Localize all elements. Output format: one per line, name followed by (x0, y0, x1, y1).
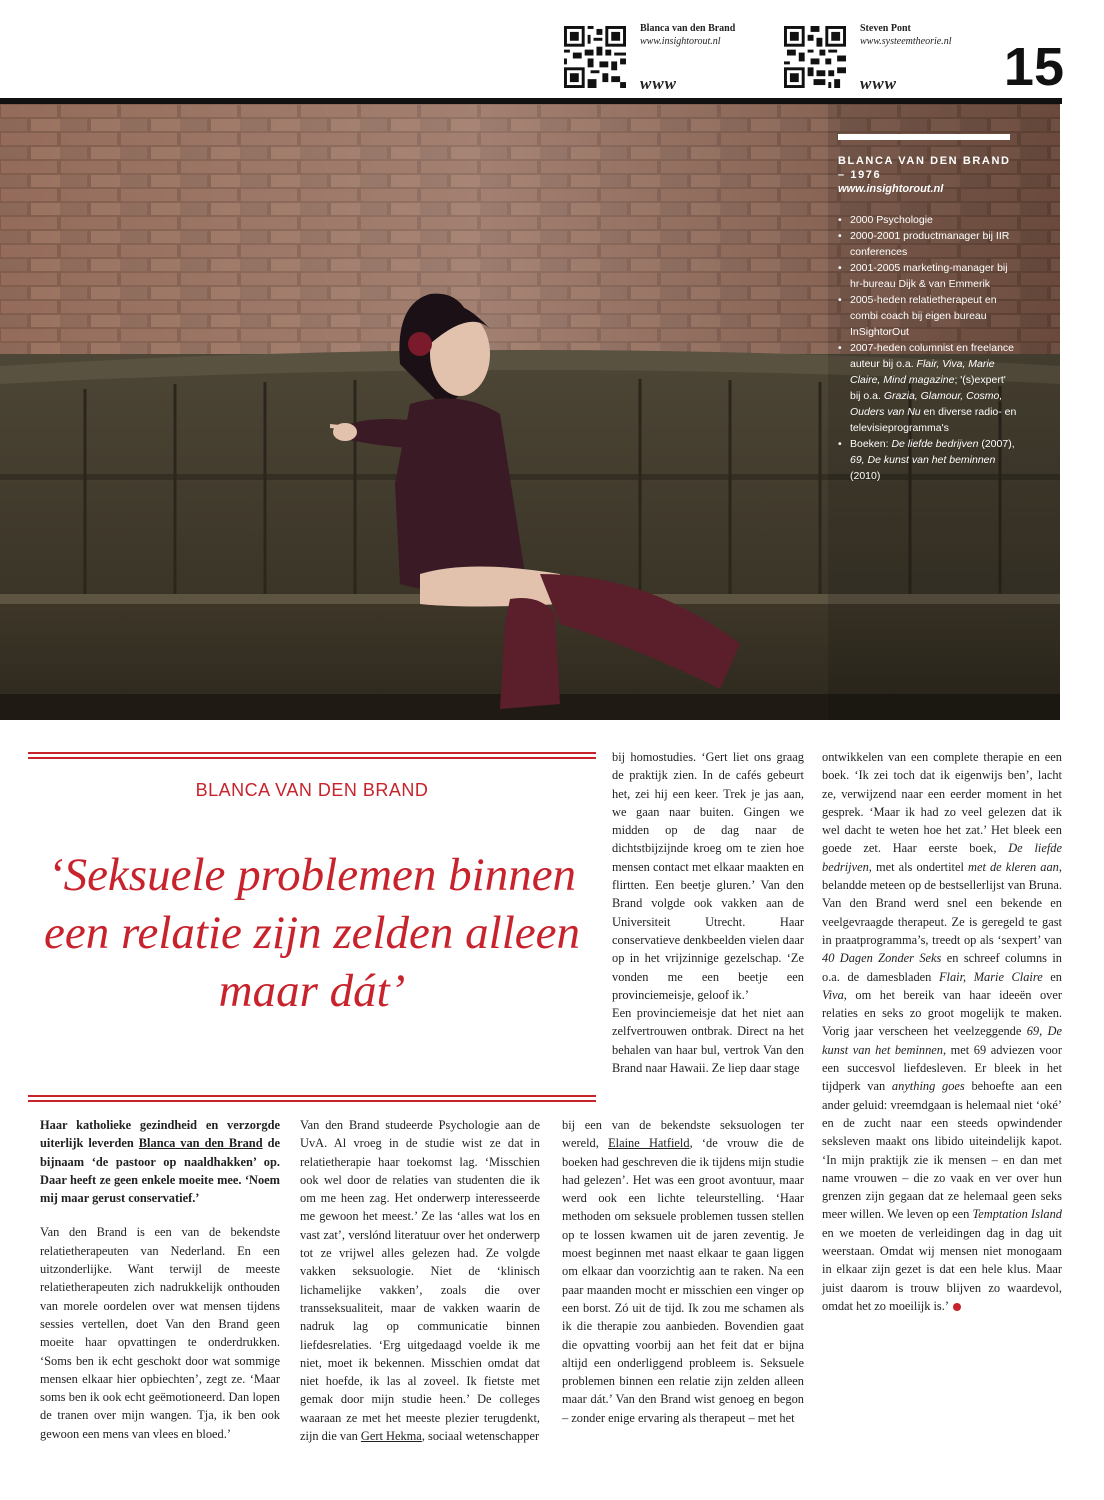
column-4 (822, 748, 1062, 1315)
paragraph (822, 748, 1062, 1315)
list-item: • 2000 Psychologie (838, 212, 1018, 228)
body-italic: anything goes (891, 1079, 965, 1094)
paragraph: bij homostudies. ‘Gert liet ons graag de praktijk zien. In de cafés gebeurt het, zei hij een keer. Trek je jas aan, we gaan naar buiten. Gingen we midden op de dag naar de dichtstbijzijnde kroeg om te zien hoe mensen contact met elkaar maakten en flirtten. Een beetje gluren.’ Van den Brand volgde ook vakken aan de Universiteit Utrecht. Haar conservatieve denkbeelden vielen daar op in het vrijzinnige gezelschap. ‘Ze vonden me een beetje een provinciemeisje, geloof ik.’ (612, 750, 804, 1002)
red-rule (28, 757, 596, 759)
bio-text: (2007), (978, 438, 1015, 450)
list-item: • 2005-heden relatietherapeut en combi coach bij eigen bureau InSightorOut (838, 292, 1018, 340)
paragraph: Een provinciemeisje dat het niet aan zelfvertrouwen ontbrak. Direct na het behalen van haar bul, vertrok Van den Brand naar Hawaii. Ze liep daar stage (612, 1006, 804, 1076)
bio-name: BLANCA VAN DEN BRAND – 1976 (838, 155, 1011, 181)
page-number: 15 (1003, 37, 1064, 97)
qr-code-icon (564, 26, 626, 88)
qr-url[interactable]: www.insightorout.nl (640, 36, 721, 47)
red-rule (28, 1100, 596, 1102)
body-italic: 69, De kunst van het beminnen (822, 1024, 1062, 1057)
qr-label-steven (860, 22, 951, 48)
red-rule (28, 752, 596, 754)
www-label[interactable]: www (640, 74, 678, 93)
bio-italic: Flair, Viva, Marie Claire, Mind magazine (850, 358, 995, 386)
bio-italic: 69, De kunst van het beminnen (850, 454, 996, 466)
qr-name: Steven Pont (860, 23, 911, 34)
body-italic: met de kleren aan (968, 859, 1059, 874)
bio-box (838, 134, 1018, 484)
bio-text: Boeken: (850, 438, 892, 450)
qr-label-blanca (640, 22, 735, 48)
bio-text: 2007-heden columnist en freelance auteur bij o.a. (850, 342, 1015, 370)
bio-italic: De liefde bedrijven (891, 438, 979, 450)
body-text: en we moeten de verleidingen dag in dag uit weerstaan. Omdat wij mensen niet monogaam in elkaar zijn gezet is dat een hele klus. Maar juist daarom is trouw blijven zo waardevol, omdat het zo moeilijk is.’ (822, 1225, 1062, 1313)
bio-text: ; '(s)expert' bij o.a. (850, 374, 1006, 402)
body-text: en schreef columns in o.a. de damesbladen (822, 951, 1062, 984)
body-text: bij een van de bekendste seksuologen ter wereld, (562, 1118, 804, 1151)
body-text: , met 69 adviezen voor een succesvol liefdesleven. Er bleek in het tijdperk van (822, 1042, 1062, 1094)
qr-url[interactable]: www.systeemtheorie.nl (860, 36, 952, 47)
paragraph: Van den Brand is een van de bekendste relatietherapeuten van Nederland. En een uitzonderlijke. Want terwijl de meeste relatietherapeuten zich nadrukkelijk onthouden van morele oordelen over wat mensen tijdens sessies vertellen, doet Van den Brand geen moeite haar opvattingen te onderdrukken. ‘Soms ben ik echt geschokt door wat sommige mensen elkaar hier opbiechten’, zegt ze. ‘Maar soms ben ik ook echt geëmotioneerd. Dan lopen de tranen over mijn wangen. Tja, ik ben ook gewoon een mens van vlees en bloed.’ (40, 1225, 280, 1441)
bio-text: en diverse radio- en televisieprogramma's (850, 406, 1017, 434)
article-lead (40, 1116, 280, 1207)
list-item: • 2000-2001 productmanager bij IIR conferences (838, 228, 1018, 260)
bio-bar (838, 134, 1010, 140)
bio-text: (2010) (850, 470, 881, 482)
column-3-top (612, 748, 804, 1077)
column-2 (300, 1116, 540, 1445)
lead-text: Haar katholieke gezindheid en verzorgde uiterlijk leverden (40, 1118, 280, 1151)
paragraph (562, 1116, 804, 1427)
red-rule (28, 1095, 596, 1097)
list-item (838, 340, 1018, 436)
body-link[interactable]: Elaine Hatfield (608, 1136, 690, 1151)
article-headline: ‘Seksuele problemen binnen een relatie zijn zelden alleen maar dát’ (44, 849, 580, 1017)
paragraph (300, 1116, 540, 1445)
body-text: Van den Brand studeerde Psychologie aan de UvA. Al vroeg in de studie wist ze dat in relatietherapie haar toekomst lag. ‘Misschien ook wel door de relaties van studenten die ik om me heen zag. Het onderwerp interesseerde me gewoon het meest.’ Ze las ‘alles wat los en vast zat’, verslónd literatuur over het onderwerp tot ze vrijwel alles gelezen had. Ze volgde vakken seksuologie. Niet de ‘klinisch lichamelijke vakken’, zoals die over transseksualiteit, maar de vakken waarin de nadruk lag op communicatie binnen liefdesrelaties. ‘Erg uitgedaagd voelde ik me niet, moet ik bekennen. Misschien omdat dat niet hoefde, ik las al zoveel. Ik fietste met gemak door mijn studie heen.’ De colleges waaraan ze met het meeste plezier terugdenkt, zijn die van (300, 1118, 540, 1444)
body-text: en (1042, 969, 1062, 984)
www-label[interactable]: www (860, 74, 898, 93)
body-text: ontwikkelen van een complete therapie en een boek. ‘Ik zei toch dat ik eigenwijs ben’, lacht ze, verwijzend naar een eerder moment in het gesprek. ‘Maar ik had zo veel gelezen dat ik wel dacht te weten hoe het zat.’ Het bleek een goede zet. Haar eerste boek, (822, 750, 1062, 856)
body-text: , belandde meteen op de bestsellerlijst van Bruna. Van den Brand werd snel een bekende en veelgevraagde therapeut. Ze is geregeld te gast in praatprogramma’s, treedt op als ‘sexpert’ van (822, 859, 1062, 947)
body-text: , om het bereik van haar ideeën over relaties en seks zo groot mogelijk te maken. Vorig jaar verscheen het veelzeggende (822, 987, 1062, 1039)
body-italic: 40 Dagen Zonder Seks (822, 951, 942, 966)
body-text: , sociaal wetenschapper (421, 1429, 540, 1444)
bio-url[interactable]: www.insightorout.nl (838, 183, 944, 195)
qr-code-blanca[interactable] (564, 26, 626, 88)
body-italic: Viva (822, 987, 844, 1002)
lead-text: de bijnaam ‘de pastoor op naaldhakken’ op. Daar heeft ze geen enkele moeite mee. ‘Noem mij maar gerust conservatief.’ (40, 1136, 281, 1206)
body-italic: Temptation Island (972, 1207, 1062, 1222)
list-item: • 2001-2005 marketing-manager bij hr-bureau Dijk & van Emmerik (838, 260, 1018, 292)
body-text: , met als ondertitel (868, 859, 968, 874)
body-italic: Flair, Marie Claire (938, 969, 1043, 984)
column-1 (40, 1116, 280, 1443)
qr-code-icon (784, 26, 846, 88)
list-item (838, 436, 1018, 484)
body-text: , ‘de vrouw die de boeken had geschreven die ik tijdens mijn studie had gelezen’. Het was een groot avontuur, maar werd ook een lichte teleurstelling. ‘Haar methoden om seksuele problemen tussen stellen op te lossen kwamen uit de jaren zeventig. Je moest beginnen met naast elkaar te gaan liggen om elkaar dan voorzichtig aan te raken. Na een paar maanden mocht er misschien een vinger op een borst. Zó uit de tijd. Ik zou me schamen als ik die therapie zou aanbieden. Bovendien gaat die opvatting voorbij aan het feit dat er bijna altijd een onderliggend probleem is. Seksuele problemen binnen een relatie zijn zelden alleen maar dát.’ Van den Brand wist genoeg en begon – zonder enige ervaring als therapeut – met het (562, 1136, 804, 1425)
article-kicker: BLANCA VAN DEN BRAND (195, 780, 429, 800)
bio-list (838, 212, 1018, 484)
body-text: behoefte aan een ander geluid: vreemdgaan is helemaal niet ‘oké’ en de zucht naar een steeds opwindender seksleven maakt ons libido uiteindelijk kapot. ‘In mijn praktijk zie ik mensen – en dan met name vrouwen – die zo vaak en ver over hun grenzen zijn gegaan dat ze helemaal geen seks meer willen. We leven op een (822, 1079, 1063, 1222)
column-3-bottom (562, 1116, 804, 1427)
body-link[interactable]: Gert Hekma (360, 1429, 422, 1444)
body-italic: De liefde bedrijven (822, 841, 1062, 874)
bio-italic: Grazia, Glamour, Cosmo, Ouders van Nu (850, 390, 1003, 418)
lead-link[interactable]: Blanca van den Brand (138, 1136, 263, 1151)
end-dot-icon (953, 1303, 961, 1311)
qr-code-steven[interactable] (784, 26, 846, 88)
qr-name: Blanca van den Brand (640, 23, 736, 34)
